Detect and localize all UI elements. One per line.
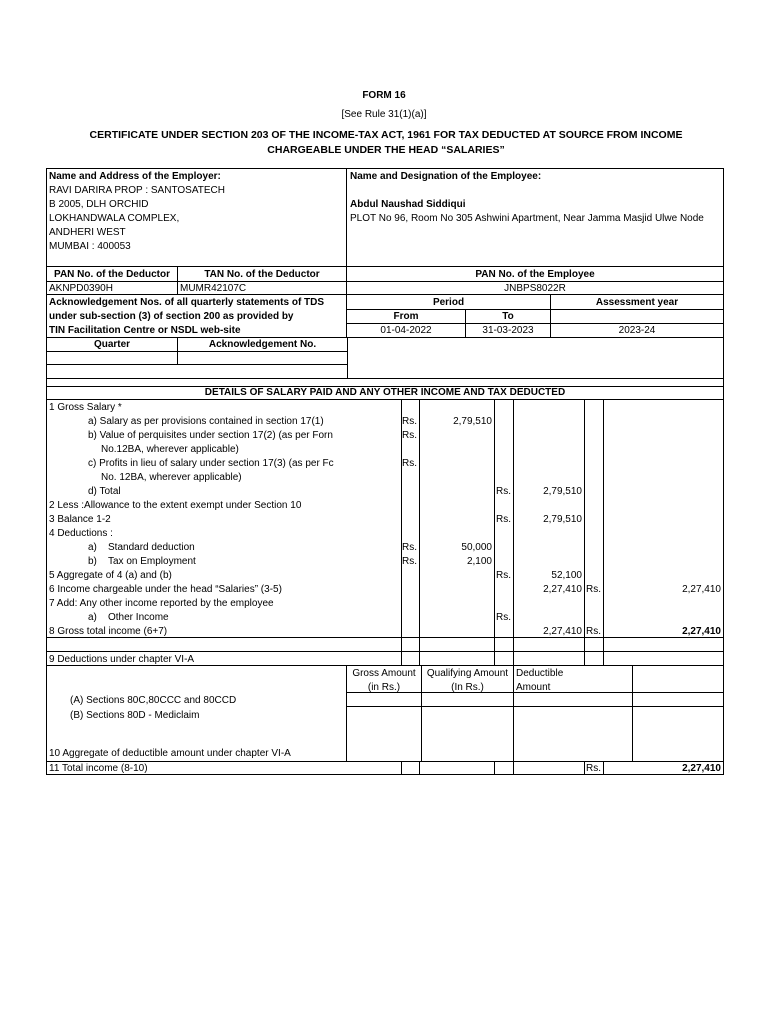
gross-salary-label: 1 Gross Salary * [49, 402, 122, 413]
standard-deduction-marker: a) [88, 542, 97, 553]
divider [419, 399, 420, 652]
divider [401, 651, 402, 665]
total-income-label: 11 Total income (8-10) [49, 763, 148, 774]
period-label: Period [432, 297, 465, 308]
divider [513, 651, 514, 665]
divider [632, 665, 633, 762]
table-border-right [723, 168, 724, 774]
other-income-add-label: 7 Add: Any other income reported by the employee [49, 598, 274, 609]
pan-employee-value: JNBPS8022R [504, 283, 566, 294]
divider [513, 665, 514, 762]
divider [419, 651, 420, 665]
employee-label: Name and Designation of the Employee: [350, 171, 542, 182]
table-border-left [46, 168, 47, 774]
rs-label: Rs. [496, 612, 511, 623]
divider [419, 761, 420, 775]
divider [46, 351, 348, 352]
income-chargeable-total: 2,27,410 [682, 584, 721, 595]
income-chargeable-amount: 2,27,410 [543, 584, 582, 595]
total-label: d) Total [88, 486, 121, 497]
rs-label: Rs. [586, 763, 601, 774]
rs-label: Rs. [402, 542, 417, 553]
gross-amount-unit: (in Rs.) [367, 682, 401, 693]
assessment-year-value: 2023-24 [618, 325, 656, 336]
aggregate-deductions-amount: 52,100 [551, 570, 582, 581]
balance-label: 3 Balance 1-2 [49, 514, 111, 525]
divider [346, 323, 724, 324]
divider [584, 761, 585, 775]
ack-label-line3: TIN Facilitation Centre or NSDL web-site [49, 325, 241, 336]
allowance-label: 2 Less :Allowance to the extent exempt under Section 10 [49, 500, 302, 511]
divider [46, 266, 724, 267]
salary-17-1-label: a) Salary as per provisions contained in section 17(1) [88, 416, 324, 427]
rs-label: Rs. [496, 570, 511, 581]
rs-label: Rs. [402, 458, 417, 469]
tax-employment-marker: b) [88, 556, 97, 567]
form-title-line1: CERTIFICATE UNDER SECTION 203 OF THE INCOME-TAX ACT, 1961 FOR TAX DEDUCTED AT SOURCE FROM INCOME [89, 129, 683, 141]
ack-label-line2: under sub-section (3) of section 200 as provided by [49, 311, 294, 322]
ack-label-line1: Acknowledgement Nos. of all quarterly statements of TDS [49, 297, 325, 308]
deductions-vi-a-label: 9 Deductions under chapter VI-A [49, 654, 195, 665]
pan-employee-label: PAN No. of the Employee [475, 269, 595, 280]
form-number: FORM 16 [362, 90, 406, 101]
perquisites-label-line2: No.12BA, wherever applicable) [101, 444, 239, 455]
balance-amount: 2,79,510 [543, 514, 582, 525]
income-chargeable-label: 6 Income chargeable under the head “Salaries” (3-5) [49, 584, 282, 595]
employer-line: RAVI DARIRA PROP : SANTOSATECH [49, 185, 225, 196]
total-amount: 2,79,510 [543, 486, 582, 497]
profits-label-line1: c) Profits in lieu of salary under section 17(3) (as per Fc [88, 458, 334, 469]
pan-deductor-label: PAN No. of the Deductor [54, 269, 170, 280]
form-title-line2: CHARGEABLE UNDER THE HEAD “SALARIES” [267, 144, 505, 156]
qualifying-amount-unit: (In Rs.) [451, 682, 484, 693]
employer-line: ANDHERI WEST [49, 227, 126, 238]
rs-label: Rs. [496, 514, 511, 525]
tax-employment-amount: 2,100 [466, 556, 492, 567]
qualifying-amount-header: Qualifying Amount [426, 668, 509, 679]
gross-total-income-total: 2,27,410 [682, 626, 721, 637]
assessment-year-label: Assessment year [595, 297, 679, 308]
rs-label: Rs. [586, 584, 601, 595]
aggregate-vi-a-label: 10 Aggregate of deductible amount under chapter VI-A [49, 748, 291, 759]
divider [603, 399, 604, 652]
divider [346, 309, 724, 310]
divider [584, 651, 585, 665]
standard-deduction-label: Standard deduction [108, 542, 195, 553]
divider [46, 281, 724, 282]
rs-label: Rs. [402, 556, 417, 567]
profits-label-line2: No. 12BA, wherever applicable) [101, 472, 242, 483]
divider [46, 337, 724, 338]
period-from-value: 01-04-2022 [380, 325, 432, 336]
tan-deductor-label: TAN No. of the Deductor [204, 269, 320, 280]
gross-total-income-amount: 2,27,410 [543, 626, 582, 637]
gross-amount-header: Gross Amount [352, 668, 416, 679]
deductions-label: 4 Deductions : [49, 528, 113, 539]
quarter-label: Quarter [93, 339, 131, 350]
divider [584, 399, 585, 652]
section-80d-label: (B) Sections 80D - Mediclaim [70, 710, 200, 721]
employer-label: Name and Address of the Employer: [49, 171, 221, 182]
other-income-label: Other Income [108, 612, 169, 623]
perquisites-label-line1: b) Value of perquisites under section 17(2) (as per Forn [88, 430, 333, 441]
pan-deductor-value: AKNPD0390H [49, 283, 113, 294]
tan-deductor-value: MUMR42107C [180, 283, 247, 294]
divider [347, 337, 348, 379]
other-income-marker: a) [88, 612, 97, 623]
employer-line: LOKHANDWALA COMPLEX, [49, 213, 180, 224]
divider [46, 364, 348, 365]
deductible-amount-header-2: Amount [516, 682, 551, 693]
divider [46, 761, 724, 762]
deductible-amount-header: Deductible [516, 668, 564, 679]
rs-label: Rs. [586, 626, 601, 637]
divider [46, 399, 724, 400]
divider [603, 651, 604, 665]
rs-label: Rs. [402, 416, 417, 427]
employer-line: B 2005, DLH ORCHID [49, 199, 149, 210]
divider [494, 399, 495, 652]
period-to-label: To [502, 311, 514, 322]
form-rule: [See Rule 31(1)(a)] [341, 109, 427, 120]
period-to-value: 31-03-2023 [482, 325, 534, 336]
divider [46, 651, 724, 652]
gross-total-income-label: 8 Gross total income (6+7) [49, 626, 168, 637]
ack-no-label: Acknowledgement No. [208, 339, 317, 350]
tax-employment-label: Tax on Employment [108, 556, 196, 567]
section-80c-label: (A) Sections 80C,80CCC and 80CCD [70, 695, 237, 706]
divider [401, 761, 402, 775]
details-heading: DETAILS OF SALARY PAID AND ANY OTHER INCOME AND TAX DEDUCTED [204, 387, 566, 398]
total-income-amount: 2,27,410 [682, 763, 721, 774]
table-border-top [46, 168, 724, 169]
divider [46, 378, 724, 379]
divider [494, 761, 495, 775]
employee-address: PLOT No 96, Room No 305 Ashwini Apartment, Near Jamma Masjid Ulwe Node [350, 213, 704, 224]
employer-line: MUMBAI : 400053 [49, 241, 131, 252]
employer-employee-divider [346, 168, 347, 267]
divider [494, 651, 495, 665]
standard-deduction-amount: 50,000 [461, 542, 492, 553]
aggregate-deductions-label: 5 Aggregate of 4 (a) and (b) [49, 570, 172, 581]
divider [346, 706, 724, 707]
rs-label: Rs. [496, 486, 511, 497]
salary-17-1-amount: 2,79,510 [453, 416, 492, 427]
employee-name: Abdul Naushad Siddiqui [350, 199, 466, 210]
divider [513, 761, 514, 775]
period-from-label: From [393, 311, 419, 322]
rs-label: Rs. [402, 430, 417, 441]
